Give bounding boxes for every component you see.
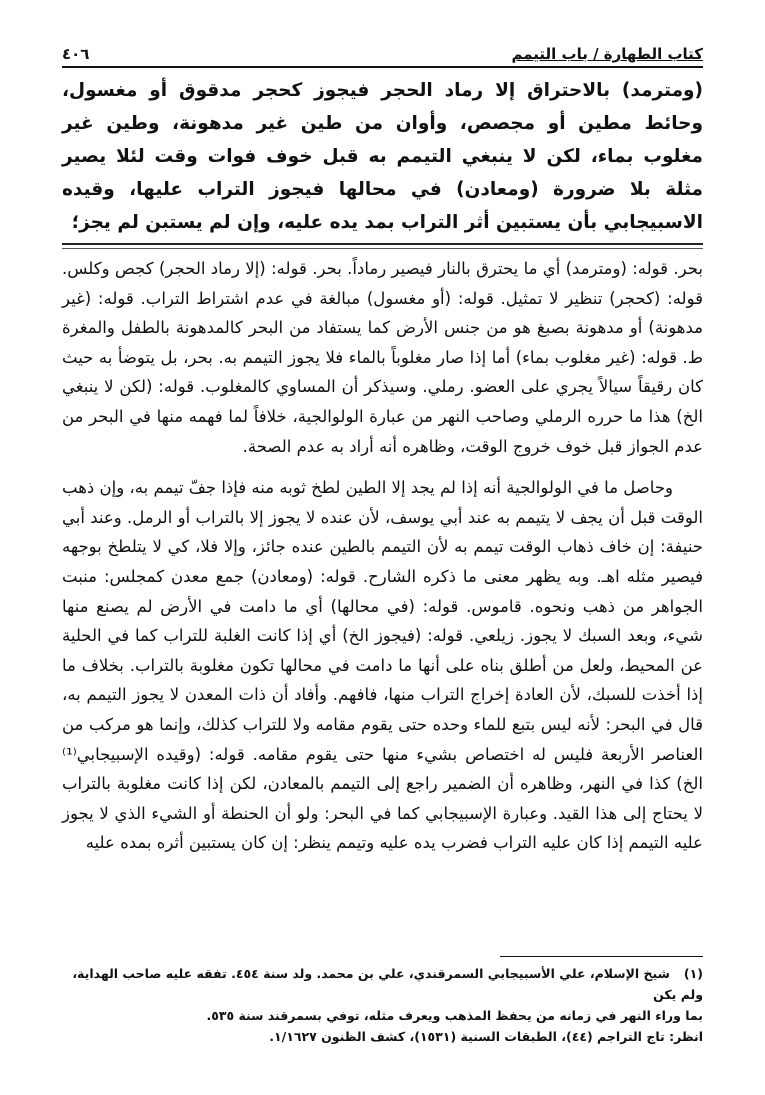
page-number: ٤٠٦	[62, 45, 90, 63]
running-title: كتاب الطهارة / باب التيمم	[511, 45, 703, 63]
commentary-paragraph: وحاصل ما في الولوالجية أنه إذا لم يجد إلا الطين لطخ ثوبه منه فإذا جفّ تيمم به، وإن ذهب الوقت قبل أن يجف لا يتيمم به عند أبي يوسف، لأن عنده لا يجوز إلا بالتراب أو الرمل. وعند أبي حنيفة: إن خاف ذهاب الوقت تيمم به لأن التيمم بالطين عنده جائز، وإلا فلا، كي لا يتلطخ بوجهه فيصير مثله اهـ. وبه يظهر معنى ما ذكره الشارح. قوله: (ومعادن) جمع معدن كمجلس: منبت الجواهر من ذهب ونحوه. قاموس. قوله: (في محالها) أي ما دامت في الأرض لم يصنع منها شيء، وبعد السبك لا يجوز. زيلعي. قوله: (فيجوز الخ) أي إذا كانت الغلبة للتراب كما في الحلية عن المحيط، ولعل من أطلق بناه على أنها ما دامت في محالها تكون مغلوبة بالتراب. بخلاف ما إذا أخذت للسبك، لأن العادة إخراج التراب منها، فافهم. وأفاد أن ذات المعدن لا يجوز التيمم به، قال في البحر: لأنه ليس بتبع للماء وحده حتى يقوم مقامه ولا للتراب كذلك، وإنما هو مركب من العناصر الأربعة فليس له اختصاص بشيء منها حتى يقوم مقامه. قوله: (وقيده الإسبيجابي⁽¹⁾ الخ) كذا في النهر، وظاهره أن الضمير راجع إلى التيمم بالمعادن، لكن إذا كانت مغلوبة بالتراب لا يحتاج إلى هذا القيد. وعبارة الإسبيجابي كما في البحر: ولو أن الحنطة أو الشيء الذي لا يجوز عليه التيمم إذا كان عليه التراب فضرب يده عليه وتيمم ينظر: إن كان يستبين أثره بمده عليه	[62, 478, 703, 853]
footnote-divider	[500, 956, 703, 957]
footnote-line: بما وراء النهر في زمانه من يحفظ المذهب ويعرف مثله، توفي بسمرقند سنة ٥٣٥.	[206, 1008, 703, 1023]
commentary-paragraph: بحر. قوله: (ومترمد) أي ما يحترق بالنار فيصير رماداً. بحر. قوله: (إلا رماد الحجر) كجص وكلس. قوله: (كحجر) تنظير لا تمثيل. قوله: (أو مغسول) مبالغة في عدم اشتراط التراب. قوله: (غير مدهونة) أو مدهونة بصبغ هو من جنس الأرض كما يستفاد من البحر كالمدهونة بالطفل والمغرة ط. قوله: (غير مغلوب بماء) أما إذا صار مغلوباً بالماء فلا يجوز التيمم به. بحر، بل يتوضأ به حيث كان رقيقاً سيالاً يجري على العضو. رملي. وسيذكر أن المساوي كالمغلوب. قوله: (لكن لا ينبغي الخ) هذا ما حرره الرملي وصاحب النهر من عبارة الولوالجية، خلافاً لما فهمه منها في البحر من عدم الجواز قبل خوف خروج الوقت، وظاهره أنه أراد به عدم الصحة.	[62, 259, 703, 456]
footnote-line: انظر: تاج التراجم (٤٤)، الطبقات السنية (١٥٣١)، كشف الظنون ١/١٦٢٧.	[269, 1029, 703, 1044]
commentary-block	[62, 254, 703, 870]
footnote-line: (١)شيخ الإسلام، علي الأسبيجابي السمرقندي، علي بن محمد. ولد سنة ٤٥٤. تفقه عليه صاحب الهداية، ولم يكن	[72, 966, 703, 1002]
main-text-block	[62, 74, 703, 239]
section-divider	[62, 243, 703, 249]
footnotes	[62, 963, 703, 1047]
footnote-number: (١)	[683, 966, 703, 981]
page-header	[62, 40, 703, 68]
main-text: (ومترمد) بالاحتراق إلا رماد الحجر فيجوز كحجر مدقوق أو مغسول، وحائط مطين أو مجصص، وأوان من طين غير مدهونة، وطين غير مغلوب بماء، لكن لا ينبغي التيمم به قبل خوف فوات وقت لئلا يصير مثلة بلا ضرورة (ومعادن) في محالها فيجوز التراب عليها، وقيده الاسبيجابي بأن يستبين أثر التراب بمد يده عليه، وإن لم يستبن لم يجز؛	[62, 80, 703, 233]
